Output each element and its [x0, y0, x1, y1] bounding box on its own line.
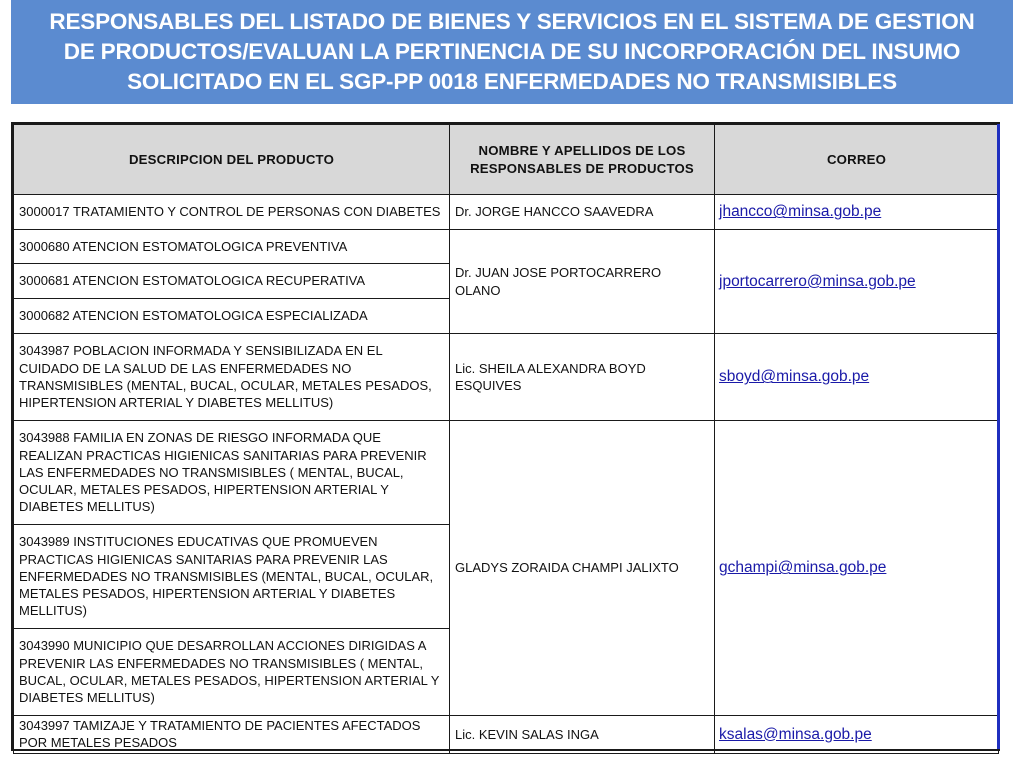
- table-row: [14, 421, 999, 525]
- product-cell: 3000681 ATENCION ESTOMATOLOGICA RECUPERATIVA: [14, 264, 450, 299]
- table-row: [14, 195, 999, 230]
- responsible-name: Dr. JORGE HANCCO SAAVEDRA: [450, 195, 715, 230]
- title-banner: [11, 0, 1013, 104]
- header-product: DESCRIPCION DEL PRODUCTO: [14, 125, 450, 195]
- email-link[interactable]: sboyd@minsa.gob.pe: [719, 368, 870, 386]
- product-cell: 3000017 TRATAMIENTO Y CONTROL DE PERSONAS CON DIABETES: [14, 195, 450, 230]
- email-link[interactable]: jhancco@minsa.gob.pe: [719, 203, 882, 221]
- table-header-row: [14, 125, 999, 195]
- email-link[interactable]: gchampi@minsa.gob.pe: [719, 559, 887, 577]
- product-cell: 3043987 POBLACION INFORMADA Y SENSIBILIZADA EN EL CUIDADO DE LA SALUD DE LAS ENFERMEDADES NO TRANSMISIBLES (MENTAL, BUCAL, OCULAR, METALES PESADOS, HIPERTENSION ARTERIAL Y DIABETES MELLITUS): [14, 334, 450, 421]
- page-title: [49, 7, 974, 97]
- table-row: [14, 230, 999, 264]
- header-responsible: NOMBRE Y APELLIDOS DE LOS RESPONSABLES DE PRODUCTOS: [450, 125, 715, 195]
- title-line-2: DE PRODUCTOS/EVALUAN LA PERTINENCIA DE SU INCORPORACIÓN DEL INSUMO: [63, 39, 961, 64]
- header-email: CORREO: [715, 125, 999, 195]
- responsible-email: [715, 195, 999, 230]
- responsible-name: Lic. KEVIN SALAS INGA: [450, 716, 715, 754]
- product-cell: 3043989 INSTITUCIONES EDUCATIVAS QUE PROMUEVEN PRACTICAS HIGIENICAS SANITARIAS PARA PREVENIR LAS ENFERMEDADES NO TRANSMISIBLES (MENTAL, BUCAL, OCULAR, METALES PESADOS, HIPERTENSION ARTERIAL Y DIABETES MELLITUS): [14, 525, 450, 629]
- product-cell: 3043988 FAMILIA EN ZONAS DE RIESGO INFORMADA QUE REALIZAN PRACTICAS HIGIENICAS SANITARIAS PARA PREVENIR LAS ENFERMEDADES NO TRANSMISIBLES ( MENTAL, BUCAL, OCULAR, METALES PESADOS, HIPERTENSION ARTERIAL Y DIABETES MELLITUS): [14, 421, 450, 525]
- table-row: [14, 716, 999, 754]
- responsible-name: Dr. JUAN JOSE PORTOCARRERO OLANO: [450, 230, 715, 334]
- email-link[interactable]: ksalas@minsa.gob.pe: [719, 725, 872, 743]
- responsibles-table-container: [11, 122, 1000, 751]
- product-cell: 3000680 ATENCION ESTOMATOLOGICA PREVENTIVA: [14, 230, 450, 264]
- responsibles-table: [13, 124, 999, 754]
- product-cell: 3000682 ATENCION ESTOMATOLOGICA ESPECIALIZADA: [14, 299, 450, 334]
- responsible-name: GLADYS ZORAIDA CHAMPI JALIXTO: [450, 421, 715, 716]
- email-link[interactable]: jportocarrero@minsa.gob.pe: [719, 272, 916, 290]
- responsible-email: [715, 230, 999, 334]
- product-cell: 3043997 TAMIZAJE Y TRATAMIENTO DE PACIENTES AFECTADOS POR METALES PESADOS: [14, 716, 450, 754]
- table-row: [14, 334, 999, 421]
- product-cell: 3043990 MUNICIPIO QUE DESARROLLAN ACCIONES DIRIGIDAS A PREVENIR LAS ENFERMEDADES NO TRANSMISIBLES ( MENTAL, BUCAL, OCULAR, METALES PESADOS, HIPERTENSION ARTERIAL Y DIABETES MELLITUS): [14, 629, 450, 716]
- responsible-email: [715, 334, 999, 421]
- responsible-email: [715, 716, 999, 754]
- responsible-name: Lic. SHEILA ALEXANDRA BOYD ESQUIVES: [450, 334, 715, 421]
- title-line-1: RESPONSABLES DEL LISTADO DE BIENES Y SERVICIOS EN EL SISTEMA DE GESTION: [49, 9, 975, 34]
- responsible-email: [715, 421, 999, 716]
- title-line-3: SOLICITADO EN EL SGP-PP 0018 ENFERMEDADES NO TRANSMISIBLES: [127, 69, 897, 94]
